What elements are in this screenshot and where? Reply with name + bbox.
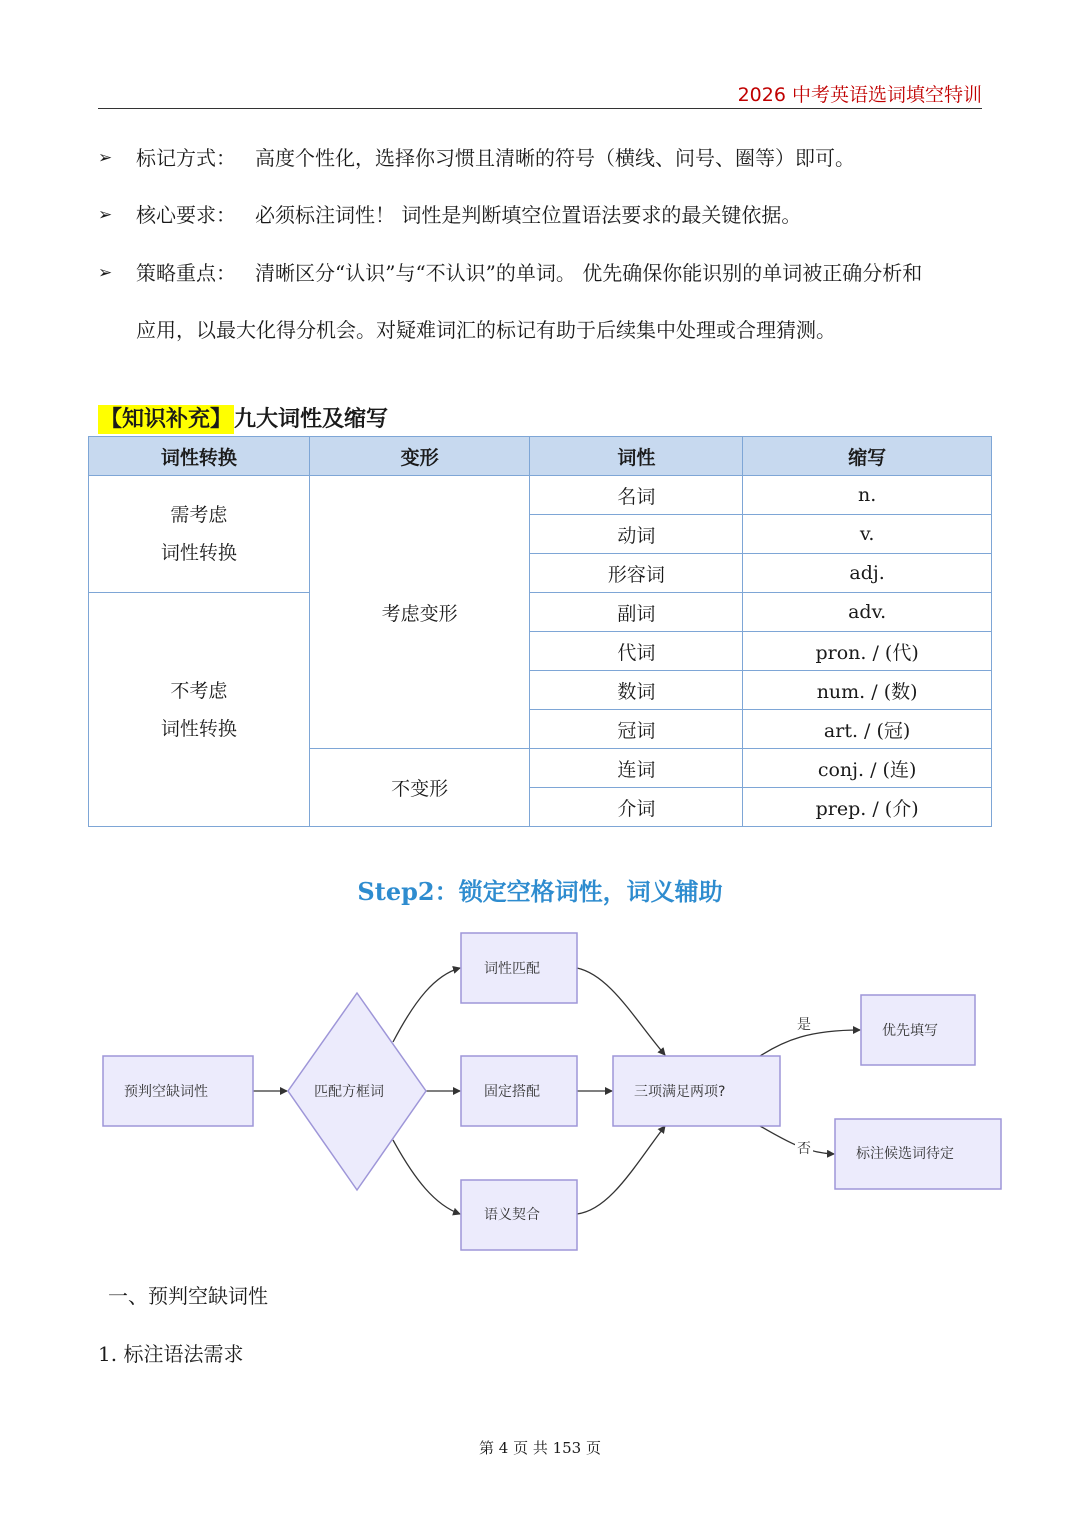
abbr-cell: art. / (冠) — [743, 710, 992, 749]
abbr-cell: adv. — [743, 593, 992, 632]
pos-cell: 名词 — [530, 476, 743, 515]
abbr-cell: pron. / (代) — [743, 632, 992, 671]
column-header: 词性 — [530, 437, 743, 476]
column-header: 变形 — [309, 437, 530, 476]
abbr-cell: adj. — [743, 554, 992, 593]
section-title-text: 九大词性及缩写 — [234, 407, 389, 432]
group-line: 词性转换 — [160, 717, 237, 740]
arrow-bullet-icon: ➢ — [98, 148, 113, 168]
step-title: Step2：锁定空格词性，词义辅助 — [357, 877, 723, 906]
flow-edge — [760, 1030, 860, 1056]
pos-cell: 代词 — [530, 632, 743, 671]
abbr-cell: conj. / (连) — [743, 749, 992, 788]
parts-of-speech-table — [88, 436, 992, 827]
bullet-continuation: 应用，以最大化得分机会。对疑难词汇的标记有助于后续集中处理或合理猜测。 — [136, 318, 836, 342]
header-rule — [98, 108, 982, 109]
bullet-text: 高度个性化，选择你习惯且清晰的符号（横线、问号、圈等）即可。 — [255, 146, 855, 170]
flow-edge — [393, 1140, 460, 1214]
flow-node-predict-label: 预判空缺词性 — [124, 1084, 208, 1100]
abbr-cell: num. / (数) — [743, 671, 992, 710]
flow-node-collocation-label: 固定搭配 — [484, 1084, 540, 1100]
pos-cell: 数词 — [530, 671, 743, 710]
page-footer: 第 4 页 共 153 页 — [478, 1439, 601, 1457]
section-title — [98, 402, 388, 433]
pos-cell: 连词 — [530, 749, 743, 788]
group-line: 词性转换 — [160, 542, 237, 564]
header-title: 2026 中考英语选词填空特训 — [737, 84, 982, 106]
group-line: 需考虑 — [170, 504, 228, 526]
flow-node-pos-match-label: 词性匹配 — [484, 961, 540, 977]
bullet-label: 核心要求： — [136, 203, 236, 227]
arrow-bullet-icon: ➢ — [98, 205, 113, 225]
table-row — [89, 476, 992, 515]
edge-label-no: 否 — [797, 1141, 811, 1157]
bullet-text: 清晰区分“认识”与“不认识”的单词。 优先确保你能识别的单词被正确分析和 — [255, 261, 923, 285]
edge-label-yes: 是 — [797, 1017, 811, 1033]
table-row — [89, 593, 992, 632]
heading-mark-grammar: 1. 标注语法需求 — [98, 1342, 244, 1366]
column-header: 缩写 — [743, 437, 992, 476]
heading-predict: 一、预判空缺词性 — [108, 1284, 268, 1308]
bullet-label: 策略重点： — [136, 261, 236, 285]
group-cell-no-inflect: 不变形 — [309, 749, 530, 827]
pos-cell: 冠词 — [530, 710, 743, 749]
pos-cell: 形容词 — [530, 554, 743, 593]
flowchart — [0, 920, 1080, 1265]
arrow-bullet-icon: ➢ — [98, 263, 113, 283]
abbr-cell: prep. / (介) — [743, 788, 992, 827]
flow-edge — [393, 968, 460, 1042]
pos-cell: 动词 — [530, 515, 743, 554]
section-tag: 【知识补充】 — [100, 407, 233, 432]
flow-node-check-label: 三项满足两项? — [634, 1084, 726, 1100]
group-cell-no-conversion — [89, 593, 310, 827]
pos-cell: 副词 — [530, 593, 743, 632]
pos-cell: 介词 — [530, 788, 743, 827]
group-line: 不考虑 — [170, 679, 228, 702]
table-header-row — [89, 437, 992, 476]
group-cell-inflect: 考虑变形 — [309, 476, 530, 749]
abbr-cell: v. — [743, 515, 992, 554]
bullet-text: 必须标注词性！ 词性是判断填空位置语法要求的最关键依据。 — [255, 203, 802, 227]
bullet-label: 标记方式： — [136, 146, 236, 170]
group-cell-need-conversion — [89, 476, 310, 593]
flow-node-match-label: 匹配方框词 — [314, 1084, 384, 1100]
flow-node-mark-label: 标注候选词待定 — [856, 1146, 954, 1162]
abbr-cell: n. — [743, 476, 992, 515]
flow-edge — [577, 968, 665, 1055]
column-header: 词性转换 — [89, 437, 310, 476]
flow-node-fill-label: 优先填写 — [882, 1023, 938, 1039]
flow-node-meaning-label: 语义契合 — [484, 1207, 540, 1223]
flow-edge — [577, 1126, 665, 1214]
